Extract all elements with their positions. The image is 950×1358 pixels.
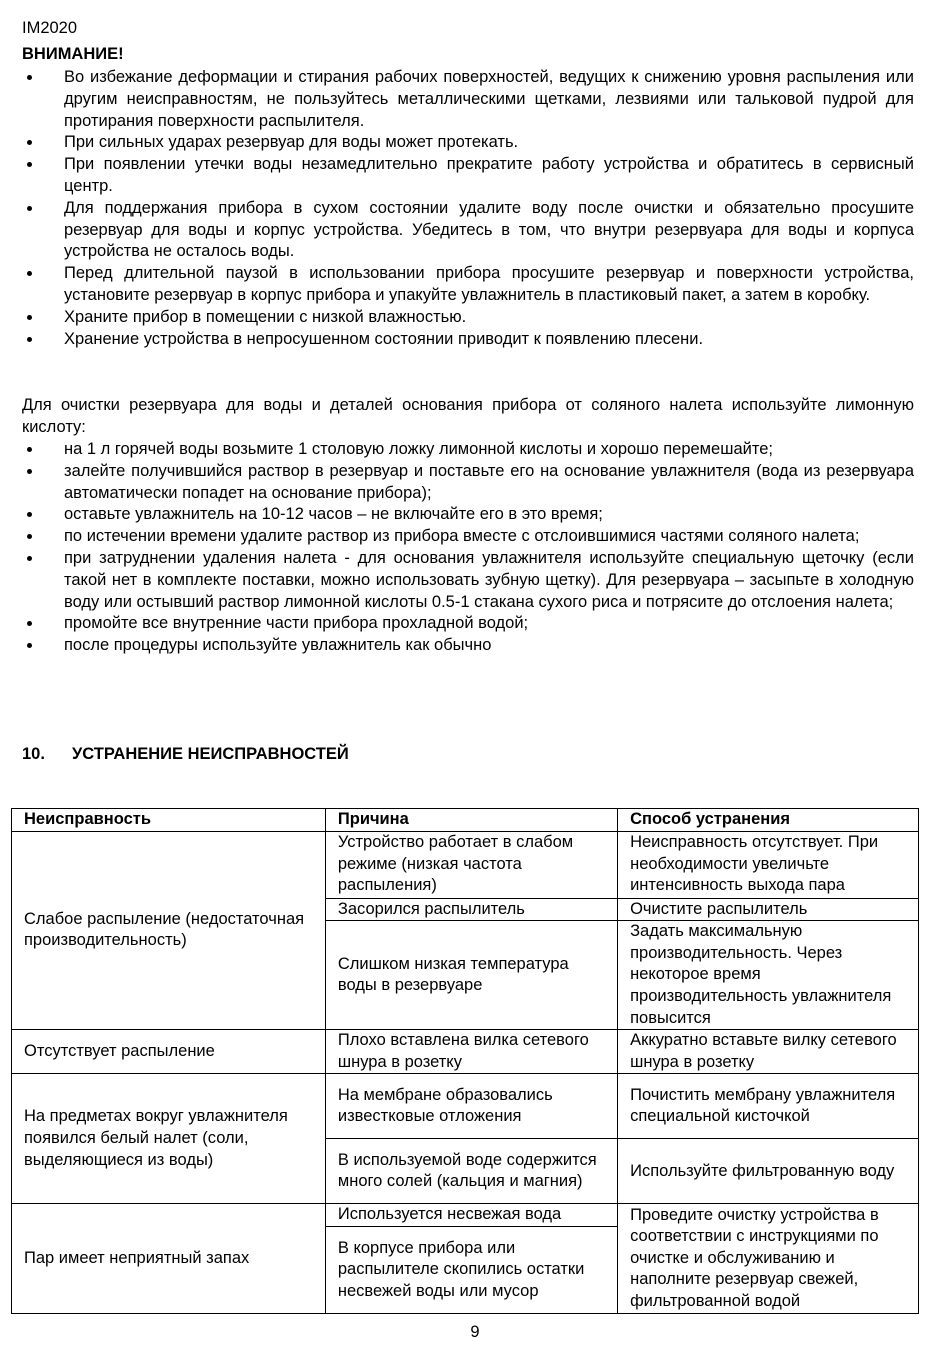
table-header-row <box>12 809 919 832</box>
table-row <box>12 831 919 898</box>
section-title: УСТРАНЕНИЕ НЕИСПРАВНОСТЕЙ <box>72 745 349 763</box>
problem-cell: Слабое распыление (недостаточная производительность) <box>12 831 326 1030</box>
warning-item: Хранение устройства в непросушенном состоянии приводит к появлению плесени. <box>22 329 914 351</box>
cleaning-step: залейте получившийся раствор в резервуар и поставьте его на основание увлажнителя (вода из резервуара автоматически попадет на основание прибора); <box>22 461 914 505</box>
column-header-fix: Способ устранения <box>618 809 919 832</box>
warning-item: Храните прибор в помещении с низкой влажностью. <box>22 307 914 329</box>
troubleshooting-table <box>11 808 919 1314</box>
fix-cell: Проведите очистку устройства в соответствии с инструкциями по очистке и обслуживанию и наполните резервуар свежей, фильтрованной водой <box>618 1204 919 1314</box>
table-row <box>12 1030 919 1074</box>
cleaning-step: оставьте увлажнитель на 10-12 часов – не включайте его в это время; <box>22 504 914 526</box>
section-heading <box>22 744 349 766</box>
warning-title: ВНИМАНИЕ! <box>22 45 124 63</box>
table-row <box>12 1074 919 1139</box>
cleaning-step: по истечении времени удалите раствор из прибора вместе с отслоившимися частями соляного налета; <box>22 526 914 548</box>
cause-cell: Слишком низкая температура воды в резервуаре <box>325 921 617 1030</box>
problem-cell: Отсутствует распыление <box>12 1030 326 1074</box>
document-header-model: IM2020 <box>22 19 78 37</box>
cleaning-step: после процедуры используйте увлажнитель как обычно <box>22 635 914 657</box>
cleaning-steps-list <box>22 439 914 657</box>
cause-cell: Засорился распылитель <box>325 898 617 921</box>
fix-cell: Аккуратно вставьте вилку сетевого шнура в розетку <box>618 1030 919 1074</box>
page-number: 9 <box>470 1323 480 1341</box>
cause-cell: Используется несвежая вода <box>325 1204 617 1227</box>
cause-cell: Плохо вставлена вилка сетевого шнура в розетку <box>325 1030 617 1074</box>
column-header-problem: Неисправность <box>12 809 326 832</box>
warning-item: Перед длительной паузой в использовании прибора просушите резервуар и поверхности устройства, установите резервуар в корпус прибора и упакуйте увлажнитель в пластиковый пакет, а затем в коробку. <box>22 263 914 307</box>
warning-item: При сильных ударах резервуар для воды может протекать. <box>22 132 914 154</box>
cleaning-step: при затруднении удаления налета - для основания увлажнителя используйте специальную щеточку (если такой нет в комплекте поставки, можно использовать зубную щетку). Для резервуара – засыпьте в холодную воду или остывший раствор лимонной кислоты 0.5-1 стакана сухого риса и потрясите до отслоения налета; <box>22 548 914 613</box>
cleaning-step: на 1 л горячей воды возьмите 1 столовую ложку лимонной кислоты и хорошо перемешайте; <box>22 439 914 461</box>
warning-item: Для поддержания прибора в сухом состоянии удалите воду после очистки и обязательно просушите резервуар для воды и корпус устройства. Убедитесь в том, что внутри резервуара для воды и корпуса устройства не осталось воды. <box>22 198 914 263</box>
fix-cell: Неисправность отсутствует. При необходимости увеличьте интенсивность выхода пара <box>618 831 919 898</box>
fix-cell: Почистить мембрану увлажнителя специальной кисточкой <box>618 1074 919 1139</box>
fix-cell: Очистите распылитель <box>618 898 919 921</box>
cleaning-intro: Для очистки резервуара для воды и деталей основания прибора от соляного налета используйте лимонную кислоту: <box>22 396 914 436</box>
cause-cell: На мембране образовались известковые отложения <box>325 1074 617 1139</box>
cause-cell: В используемой воде содержится много солей (кальция и магния) <box>325 1139 617 1204</box>
problem-cell: Пар имеет неприятный запах <box>12 1204 326 1314</box>
cleaning-step: промойте все внутренние части прибора прохладной водой; <box>22 613 914 635</box>
cause-cell: Устройство работает в слабом режиме (низкая частота распыления) <box>325 831 617 898</box>
fix-cell: Используйте фильтрованную воду <box>618 1139 919 1204</box>
section-number: 10. <box>22 745 45 763</box>
warning-item: При появлении утечки воды незамедлительно прекратите работу устройства и обратитесь в сервисный центр. <box>22 154 914 198</box>
cause-cell: В корпусе прибора или распылителе скопились остатки несвежей воды или мусор <box>325 1226 617 1313</box>
warning-list <box>22 67 914 350</box>
warning-item: Во избежание деформации и стирания рабочих поверхностей, ведущих к снижению уровня распыления или другим неисправностям, не пользуйтесь металлическими щетками, лезвиями или тальковой пудрой для протирания поверхности распылителя. <box>22 67 914 132</box>
fix-cell: Задать максимальную производительность. Через некоторое время производительность увлажнителя повысится <box>618 921 919 1030</box>
problem-cell: На предметах вокруг увлажнителя появился белый налет (соли, выделяющиеся из воды) <box>12 1074 326 1204</box>
table-row <box>12 1204 919 1227</box>
column-header-cause: Причина <box>325 809 617 832</box>
